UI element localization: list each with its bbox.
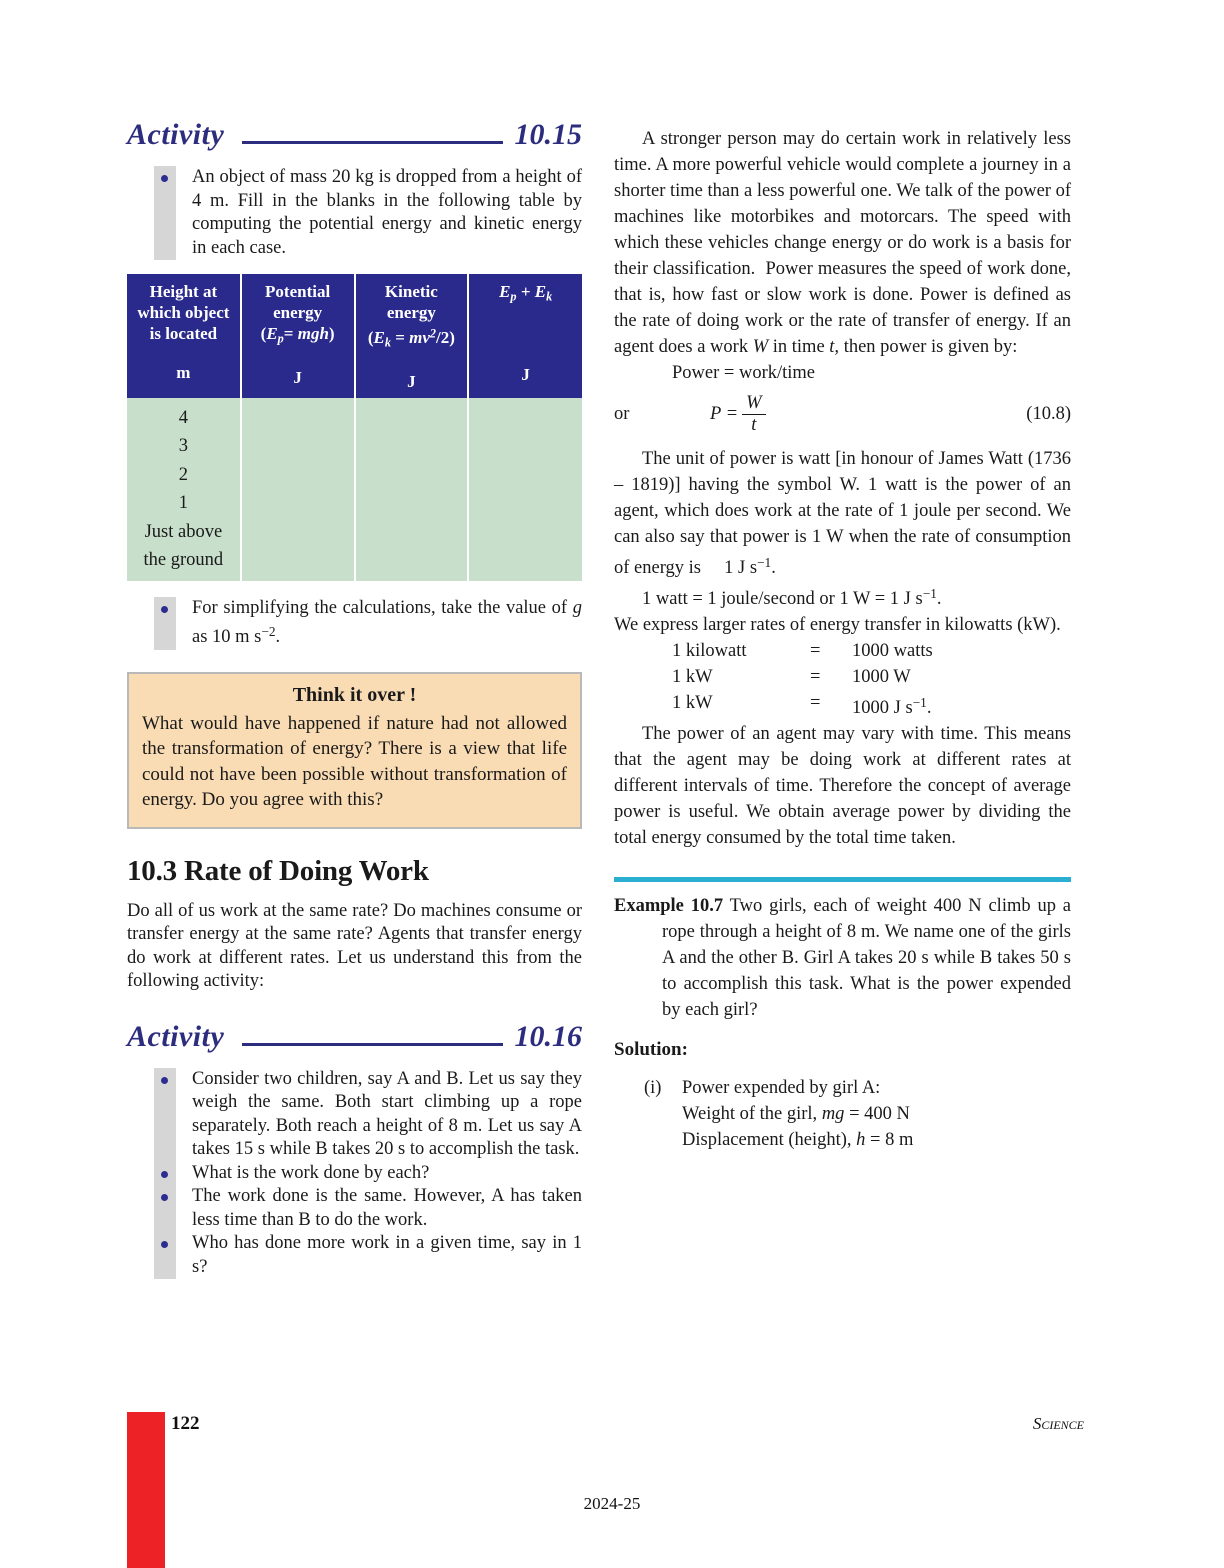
- list-item-text: Consider two children, say A and B. Let us say they weigh the same. Both start climbing up a rope separately. Both reach a height of 8 m. Let us say A takes 15 s while B takes 20 s to accomplish the task.: [192, 1068, 582, 1160]
- table-header-potential-energy: [241, 274, 355, 398]
- header-formula: $(E_p= mgh)$: [260, 324, 335, 346]
- example-statement-text: Two girls, each of weight 400 N climb up a rope through a height of 8 m. We name one of the girls A and the other B. Girl A takes 20 s while B takes 50 s to accomplish this task. What is the power expended by each girl?: [662, 895, 1072, 1020]
- equation-number: (10.8): [1026, 404, 1071, 425]
- left-column: [127, 118, 582, 1279]
- conversion-equals: =: [810, 666, 821, 687]
- fraction-denominator: t: [751, 415, 757, 436]
- list-item-text: Who has done more work in a given time, say in 1 s?: [192, 1233, 582, 1277]
- activity-rule: [242, 1043, 502, 1046]
- section-heading: 10.3 Rate of Doing Work: [127, 854, 429, 887]
- bullet-strip: [154, 597, 176, 650]
- table-header-kinetic-energy: [355, 274, 469, 398]
- cell-potential-energy[interactable]: [241, 398, 355, 581]
- bullet-dot-icon: [161, 175, 168, 182]
- solution-line: Displacement (height), h = 8 m: [682, 1129, 914, 1150]
- header-line-2: which object: [137, 303, 230, 322]
- conversion-value: 1000 watts: [852, 640, 933, 661]
- activity-number: 10.16: [514, 1019, 582, 1053]
- paragraph-power-intro: [614, 126, 1071, 360]
- conversion-key: 1 kW: [672, 666, 713, 687]
- page-number: 122: [171, 1413, 200, 1434]
- bullet-dot-icon: [161, 606, 168, 613]
- energy-table: [127, 274, 582, 581]
- list-item: [192, 597, 582, 650]
- think-it-over-box: [127, 672, 582, 829]
- paragraph-watt-unit: The unit of power is watt [in honour of James Watt (1736 – 1819)] having the symbol W. 1 watt is the power of an agent, which does work at the rate of 1 joule per second. We can also say that power is 1 W when the rate of consumption of energy is 1 J $s^{-1}$.: [614, 448, 1071, 578]
- paragraph-text: A stronger person may do certain work in relatively less time. A more powerful vehicle would complete a journey in a shorter time than a less powerful one. We talk of the power of machines like motorbikes and motorcars. The speed with which these vehicles change energy or do work is a basis for their classification. Power measures the speed of work done, that is, how fast or slow work is done. Power is defined as the rate of doing work or the rate of transfer of energy. If an agent does a work W in time t, then power is given by:: [614, 129, 1071, 357]
- table-header-row: [127, 274, 582, 398]
- conversion-equals: =: [810, 640, 821, 661]
- activity-10-16-heading: [127, 1020, 582, 1054]
- conversion-key: 1 kW: [672, 692, 713, 713]
- height-value: 3: [178, 436, 188, 457]
- table-row: [672, 638, 933, 664]
- conversion-value: 1000 J $s^{-1}$.: [852, 694, 932, 718]
- fraction-numerator: W: [742, 394, 765, 415]
- example-rule: [614, 877, 1071, 882]
- formula-or-label: or: [614, 404, 630, 425]
- list-item: [192, 1162, 582, 1186]
- power-definition: Power = work/time: [672, 363, 815, 383]
- formula-lhs: P =: [710, 404, 739, 425]
- solution-item-marker: (i): [644, 1077, 662, 1098]
- bullet-dot-icon: [161, 1171, 168, 1178]
- footer-red-bar: [127, 1412, 165, 1568]
- year-stamp: 2024-25: [583, 1494, 641, 1513]
- formula-fraction: [742, 394, 765, 436]
- conversion-key: 1 kilowatt: [672, 640, 747, 661]
- activity-label: Activity: [127, 118, 225, 151]
- list-item: [192, 1068, 582, 1162]
- kilowatt-conversion-table: [672, 638, 933, 721]
- activity-10-16-list: [127, 1068, 582, 1280]
- header-line-1: Kinetic: [384, 282, 438, 301]
- cell-total-energy[interactable]: [468, 398, 582, 581]
- table-row: [672, 690, 933, 721]
- bullet-dot-icon: [161, 1077, 168, 1084]
- cell-heights: [127, 398, 241, 581]
- solution-label: Solution:: [614, 1038, 688, 1060]
- header-line-2: energy: [273, 303, 323, 322]
- header-line-3: is located: [149, 324, 218, 343]
- header-unit: m: [176, 363, 191, 382]
- header-line-1: Height at: [149, 282, 218, 301]
- header-line-2: energy: [386, 303, 436, 322]
- activity-10-15-list: [127, 166, 582, 260]
- right-column: [614, 126, 1071, 1153]
- conversion-value: 1000 W: [852, 666, 911, 687]
- list-item: [192, 1232, 582, 1279]
- think-it-over-title: Think it over !: [292, 683, 417, 706]
- subject-name: Science: [1032, 1414, 1084, 1433]
- header-unit: J: [407, 371, 416, 391]
- height-value: 2: [178, 464, 188, 485]
- height-value: the ground: [143, 550, 224, 571]
- activity-rule: [242, 141, 502, 144]
- header-formula: $(E_k = mv^2/2)$: [367, 326, 455, 349]
- paragraph-average-power: The power of an agent may vary with time. This means that the agent may be doing work at different rates at different intervals of time. Therefore the concept of average power is useful. We obtain average power by dividing the total energy consumed by the total time taken.: [614, 723, 1071, 848]
- think-it-over-body: What would have happened if nature had not allowed the transformation of energy? There is a view that life could not have been possible without transformation of energy. Do you agree with this?: [142, 712, 567, 811]
- table-header-total-energy: [468, 274, 582, 398]
- activity-number: 10.15: [514, 118, 582, 151]
- power-formula-row: [614, 394, 1071, 436]
- table-header-height: [127, 274, 241, 398]
- header-unit: J: [521, 365, 530, 385]
- list-item-text: What is the work done by each?: [192, 1162, 430, 1183]
- activity-label: Activity: [127, 1019, 225, 1053]
- paragraph-kilowatt: We express larger rates of energy transfer in kilowatts (kW).: [614, 614, 1061, 635]
- example-block: [614, 877, 1071, 1153]
- table-row: [127, 398, 582, 581]
- conversion-equals: =: [810, 692, 821, 713]
- list-item: [192, 1185, 582, 1232]
- section-paragraph: Do all of us work at the same rate? Do machines consume or transfer energy at the same rate? Agents that transfer energy do work at different rates. Let us understand this from the following activity:: [127, 900, 582, 992]
- activity-10-15-heading: [127, 118, 582, 152]
- cell-kinetic-energy[interactable]: [355, 398, 469, 581]
- height-value: 4: [178, 407, 188, 428]
- power-formula: [672, 394, 1026, 436]
- list-item-text: The work done is the same. However, A has taken less time than B to do the work.: [192, 1186, 582, 1230]
- example-statement: [614, 893, 1071, 1023]
- list-item-text: An object of mass 20 kg is dropped from a height of 4 m. Fill in the blanks in the following table by computing the potential energy and kinetic energy in each case.: [192, 167, 582, 258]
- example-label: Example 10.7: [614, 895, 724, 916]
- header-unit: J: [293, 368, 302, 388]
- table-row: [672, 664, 933, 690]
- solution-item: [614, 1075, 1071, 1153]
- height-value: Just above: [144, 521, 223, 542]
- header-line-1: Potential: [265, 282, 331, 301]
- paragraph-watt-equivalence: 1 watt = 1 joule/second or 1 W = 1 J $s^{-1}$.: [642, 585, 942, 609]
- list-item-text: For simplifying the calculations, take the value of g as 10 m $s^{-2}$.: [192, 597, 582, 648]
- activity-10-15-note-list: [127, 597, 582, 650]
- solution-line: Weight of the girl, mg = 400 N: [682, 1103, 910, 1124]
- list-item: [192, 166, 582, 260]
- example-content: [614, 893, 1071, 1153]
- solution-line: Power expended by girl A:: [682, 1077, 881, 1098]
- header-formula: $E_p + E_k$: [499, 282, 553, 304]
- height-value: 1: [178, 493, 188, 514]
